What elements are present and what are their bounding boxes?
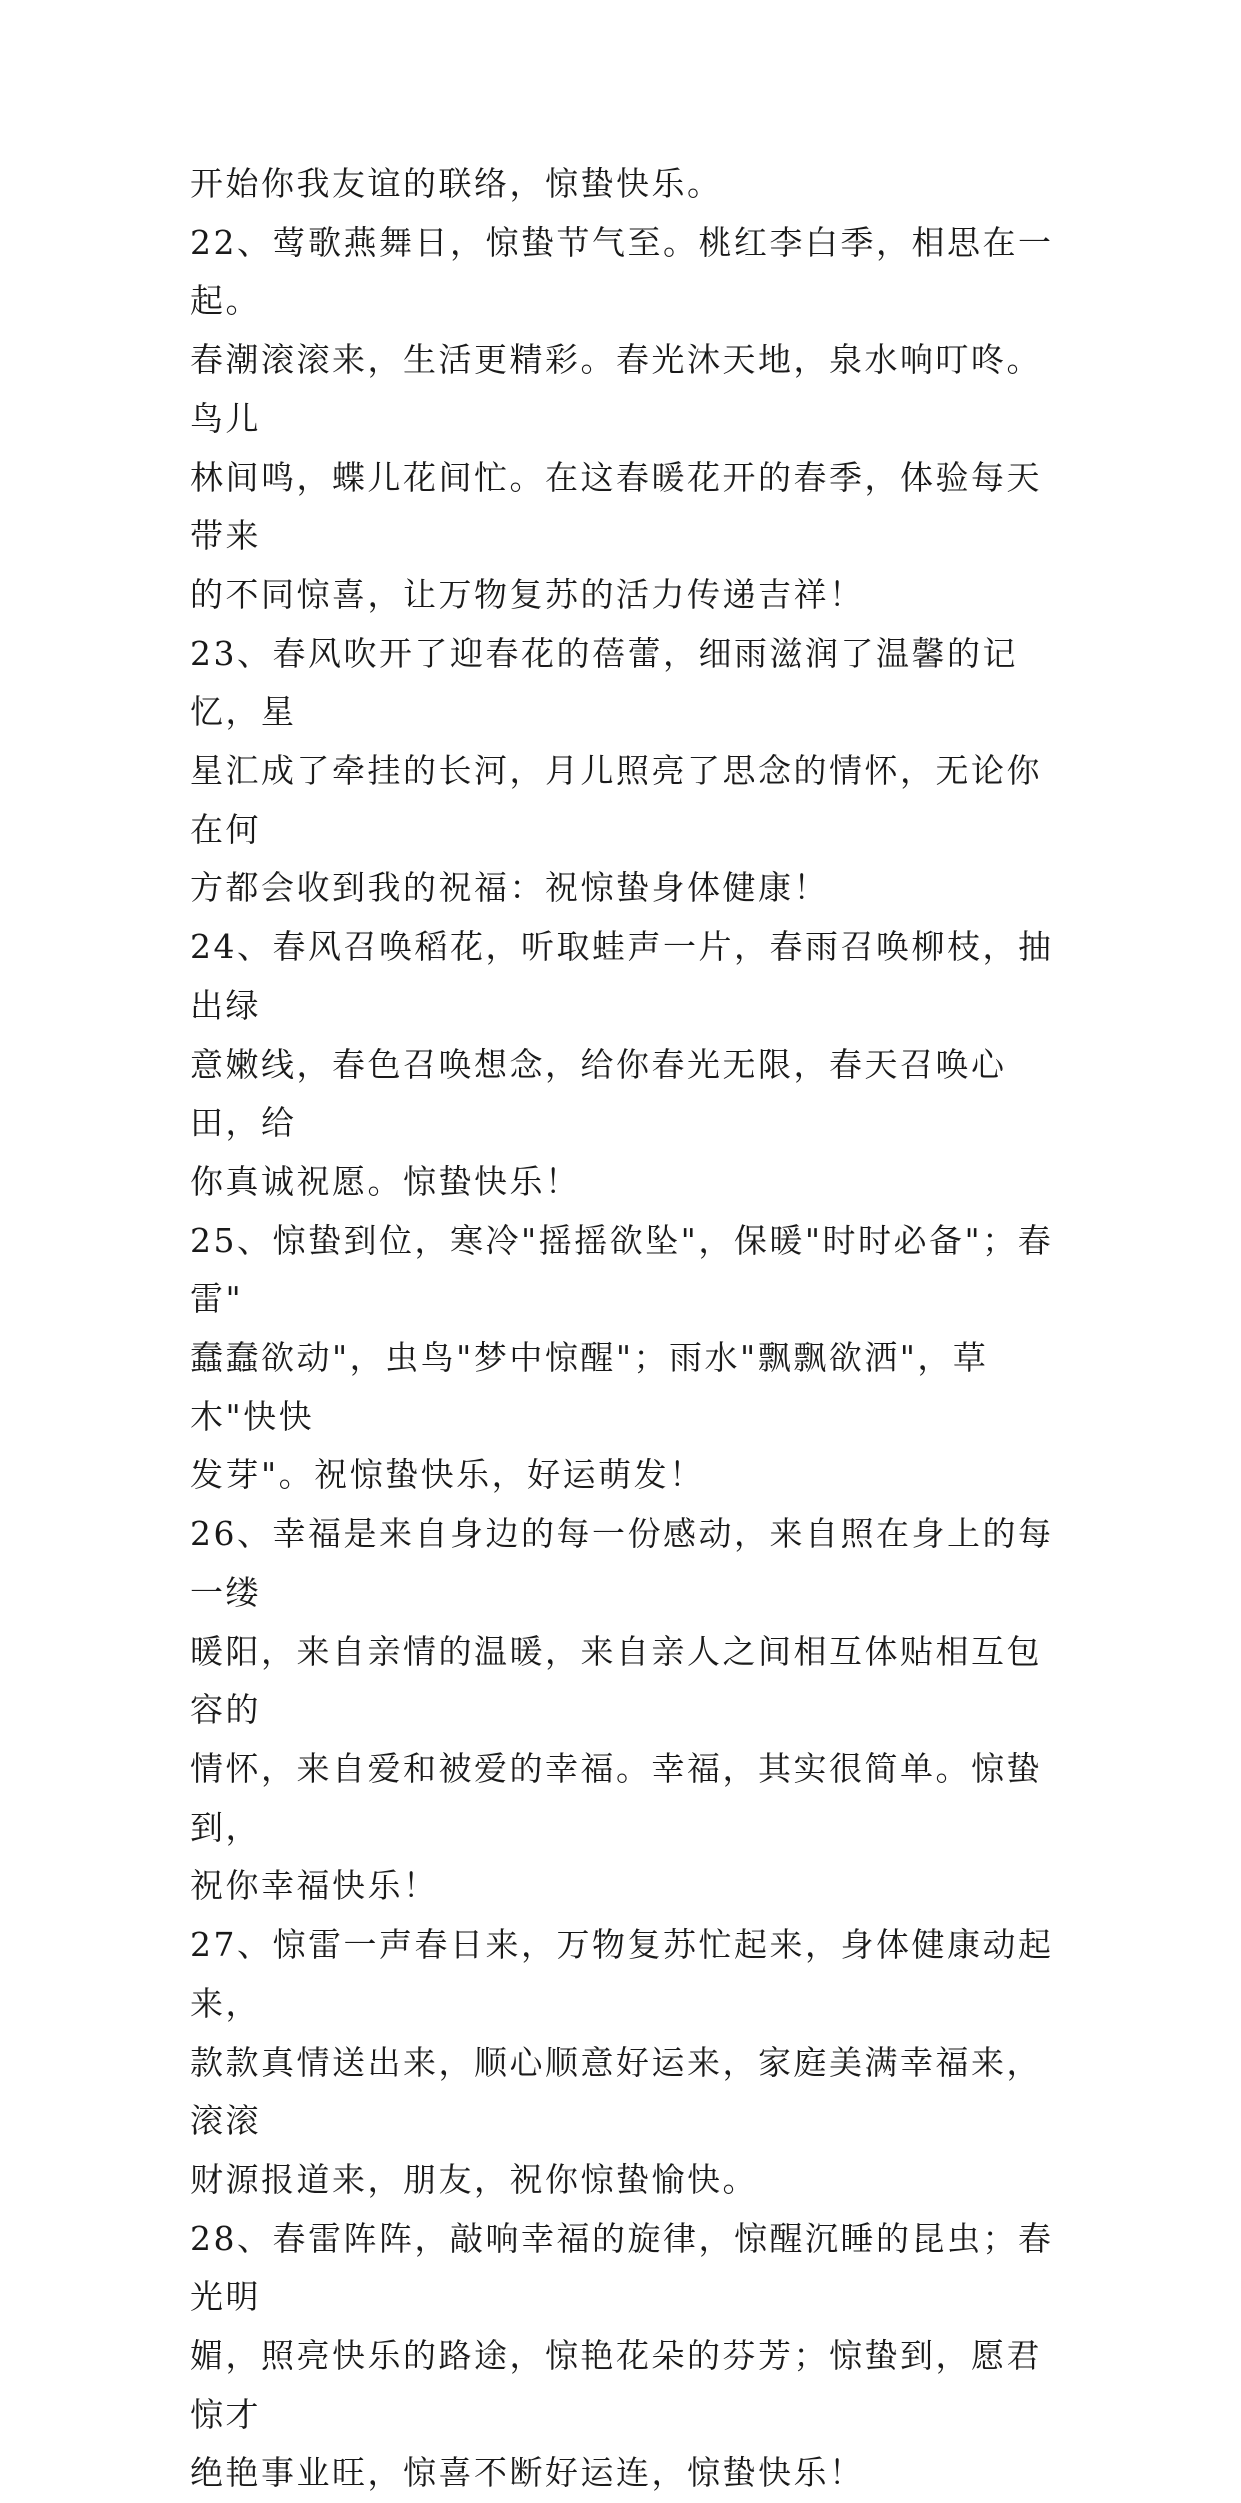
document-body [190,155,1070,2503]
paragraph-23: 23、春风吹开了迎春花的蓓蕾，细雨滋润了温馨的记忆，星 星汇成了牵挂的长河，月儿照亮了思念的情怀，无论你在何 方都会收到我的祝福：祝惊蛰身体健康！ [190,633,1042,908]
paragraph-24: 24、春风召唤稻花，听取蛙声一片，春雨召唤柳枝，抽出绿 意嫩线，春色召唤想念，给你春光无限，春天召唤心田，给 你真诚祝愿。惊蛰快乐！ [190,927,1054,1201]
paragraph-25: 25、惊蛰到位，寒冷"摇摇欲坠"，保暖"时时必备"；春雷" 蠢蠢欲动"，虫鸟"梦中惊醒"；雨水"飘飘欲洒"，草木"快快 发芽"。祝惊蛰快乐，好运萌发！ [190,1220,1054,1495]
paragraph-continuation: 开始你我友谊的联络，惊蛰快乐。 [190,164,723,203]
paragraph-27: 27、惊雷一声春日来，万物复苏忙起来，身体健康动起来， 款款真情送出来，顺心顺意好运来，家庭美满幸福来，滚滚 财源报道来，朋友，祝你惊蛰愉快。 [190,1925,1054,2199]
paragraph-26: 26、幸福是来自身边的每一份感动，来自照在身上的每一缕 暖阳，来自亲情的温暖，来自亲人之间相互体贴相互包容的 情怀，来自爱和被爱的幸福。幸福，其实很简单。惊蛰到， 祝你幸福快乐！ [190,1514,1054,1906]
paragraph-28: 28、春雷阵阵，敲响幸福的旋律，惊醒沉睡的昆虫；春光明 媚，照亮快乐的路途，惊艳花朵的芬芳；惊蛰到，愿君惊才 绝艳事业旺，惊喜不断好运连，惊蛰快乐！ [190,2218,1054,2493]
paragraph-22: 22、莺歌燕舞日，惊蛰节气至。桃红李白季，相思在一起。 春潮滚滚来，生活更精彩。春光沐天地，泉水响叮咚。鸟儿 林间鸣，蝶儿花间忙。在这春暖花开的春季，体验每天带来 的不同惊喜，让万物复苏的活力传递吉祥！ [190,222,1054,614]
